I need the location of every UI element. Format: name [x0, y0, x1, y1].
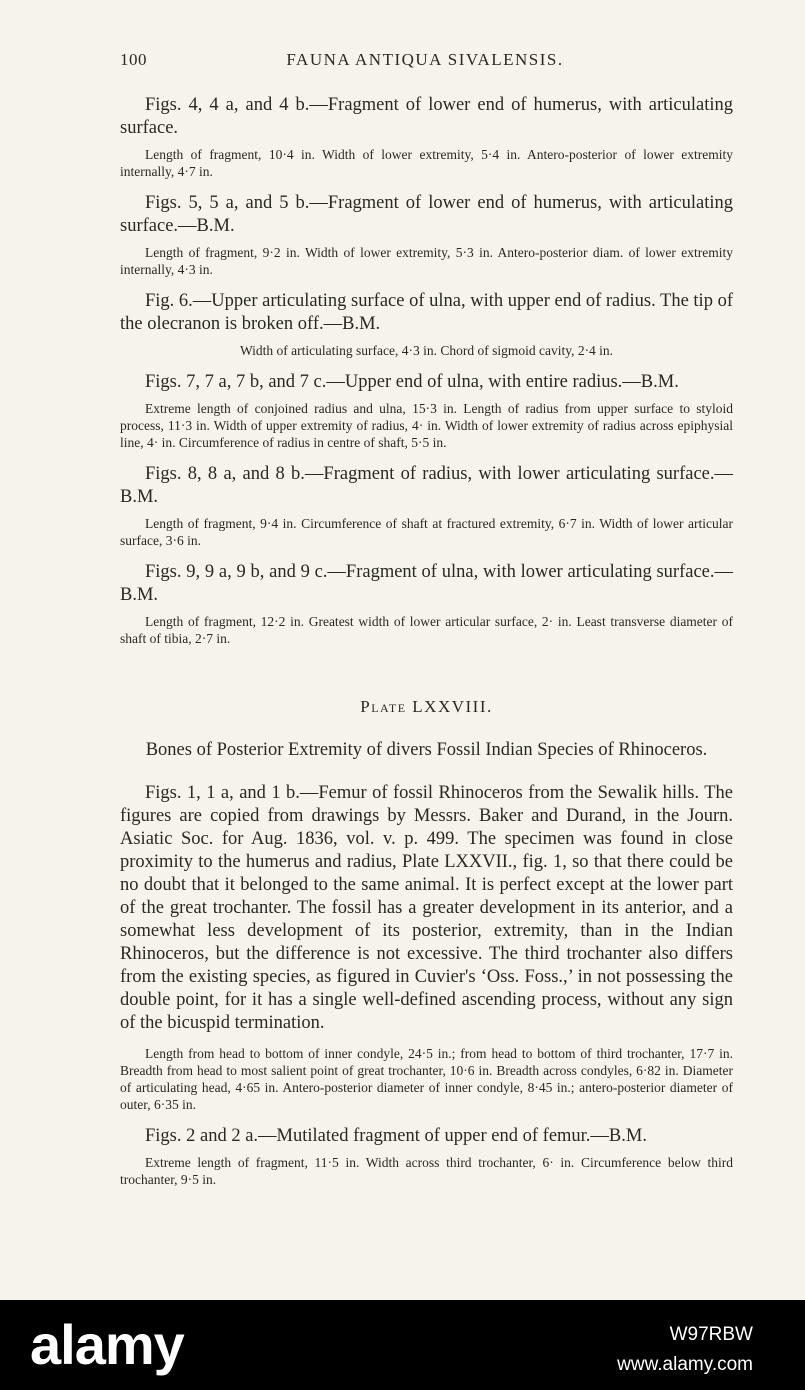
plate-label: Plate LXXVIII. — [360, 697, 493, 716]
measurements: Length of fragment, 9·4 in. Circumference of shaft at fractured extremity, 6·7 in. Width of lower articular surface, 3·6 in. — [120, 516, 733, 548]
plate-heading — [120, 697, 733, 717]
measurements: Extreme length of conjoined radius and ulna, 15·3 in. Length of radius from upper surface to styloid process, 11·3 in. Width of upper extremity of radius, 4· in. Width of lower extremity of radius across epiphysial line, 4· in. Circumference of radius in centre of shaft, 5·5 in. — [120, 401, 733, 450]
measurements: Length of fragment, 9·2 in. Width of lower extremity, 5·3 in. Antero-posterior diam. of lower extremity internally, 4·3 in. — [120, 245, 733, 277]
page-number: 100 — [120, 50, 147, 69]
measurements: Length of fragment, 10·4 in. Width of lower extremity, 5·4 in. Antero-posterior of lower extremity internally, 4·7 in. — [120, 147, 733, 179]
running-header — [120, 50, 730, 76]
site-url: www.alamy.com — [617, 1354, 753, 1375]
measurements: Length from head to bottom of inner condyle, 24·5 in.; from head to bottom of third trochanter, 17·7 in. Breadth from head to most salient point of great trochanter, 10·6 in. Breadth across condyles, 6·82 in. Diameter of articulating head, 4·65 in. Antero-posterior diameter of inner condyle, 8·45 in.; antero-posterior diameter of outer, 6·35 in. — [120, 1046, 733, 1112]
image-id: W97RBW — [669, 1324, 753, 1345]
plate-title: Bones of Posterior Extremity of divers Fossil Indian Species of Rhinoceros. — [145, 740, 708, 760]
figure-caption: Figs. 8, 8 a, and 8 b.—Fragment of radius, with lower articulating surface.—B.M. — [120, 464, 733, 507]
running-title: FAUNA ANTIQUA SIVALENSIS. — [286, 50, 564, 69]
figure-caption: Fig. 6.—Upper articulating surface of ulna, with upper end of radius. The tip of the olecranon is broken off.—B.M. — [120, 291, 733, 334]
measurements: Length of fragment, 12·2 in. Greatest width of lower articular surface, 2· in. Least transverse diameter of shaft of tibia, 2·7 in. — [120, 614, 733, 646]
stock-footer — [0, 1300, 805, 1390]
alamy-logo: alamy — [30, 1313, 184, 1376]
femur-description: Figs. 1, 1 a, and 1 b.—Femur of fossil Rhinoceros from the Sewalik hills. The figures are copied from drawings by Messrs. Baker and Durand, in the Journ. Asiatic Soc. for Aug. 1836, vol. v. p. 499. The specimen was found in close proximity to the humerus and radius, Plate LXXVII., fig. 1, so that there could be no doubt that it belonged to the same animal. It is perfect except at the lower part of the great trochanter. The fossil has a greater development in its anterior, and a somewhat less development of its posterior, extremity, than in the Indian Rhinoceros, but the difference is not excessive. The third trochanter also differs from the existing species, as figured in Cuvier's ‘Oss. Foss.,’ in not possessing the double point, for it has a single well-defined ascending process, without any sign of the bicuspid termination. — [120, 783, 733, 1033]
figure-caption: Figs. 5, 5 a, and 5 b.—Fragment of lower end of humerus, with articulating surface.—B.M. — [120, 193, 733, 236]
figure-caption: Figs. 7, 7 a, 7 b, and 7 c.—Upper end of ulna, with entire radius.—B.M. — [145, 372, 679, 392]
figure-caption: Figs. 4, 4 a, and 4 b.—Fragment of lower end of humerus, with articulating surface. — [120, 95, 733, 138]
measurements: Extreme length of fragment, 11·5 in. Width across third trochanter, 6· in. Circumference below third trochanter, 9·5 in. — [120, 1155, 733, 1187]
figure-caption: Figs. 2 and 2 a.—Mutilated fragment of upper end of femur.—B.M. — [145, 1126, 647, 1146]
measurements: Width of articulating surface, 4·3 in. Chord of sigmoid cavity, 2·4 in. — [239, 343, 614, 358]
page-text — [120, 94, 733, 1200]
figure-caption: Figs. 9, 9 a, 9 b, and 9 c.—Fragment of ulna, with lower articulating surface.—B.M. — [120, 562, 733, 605]
image-credit — [617, 1320, 753, 1380]
